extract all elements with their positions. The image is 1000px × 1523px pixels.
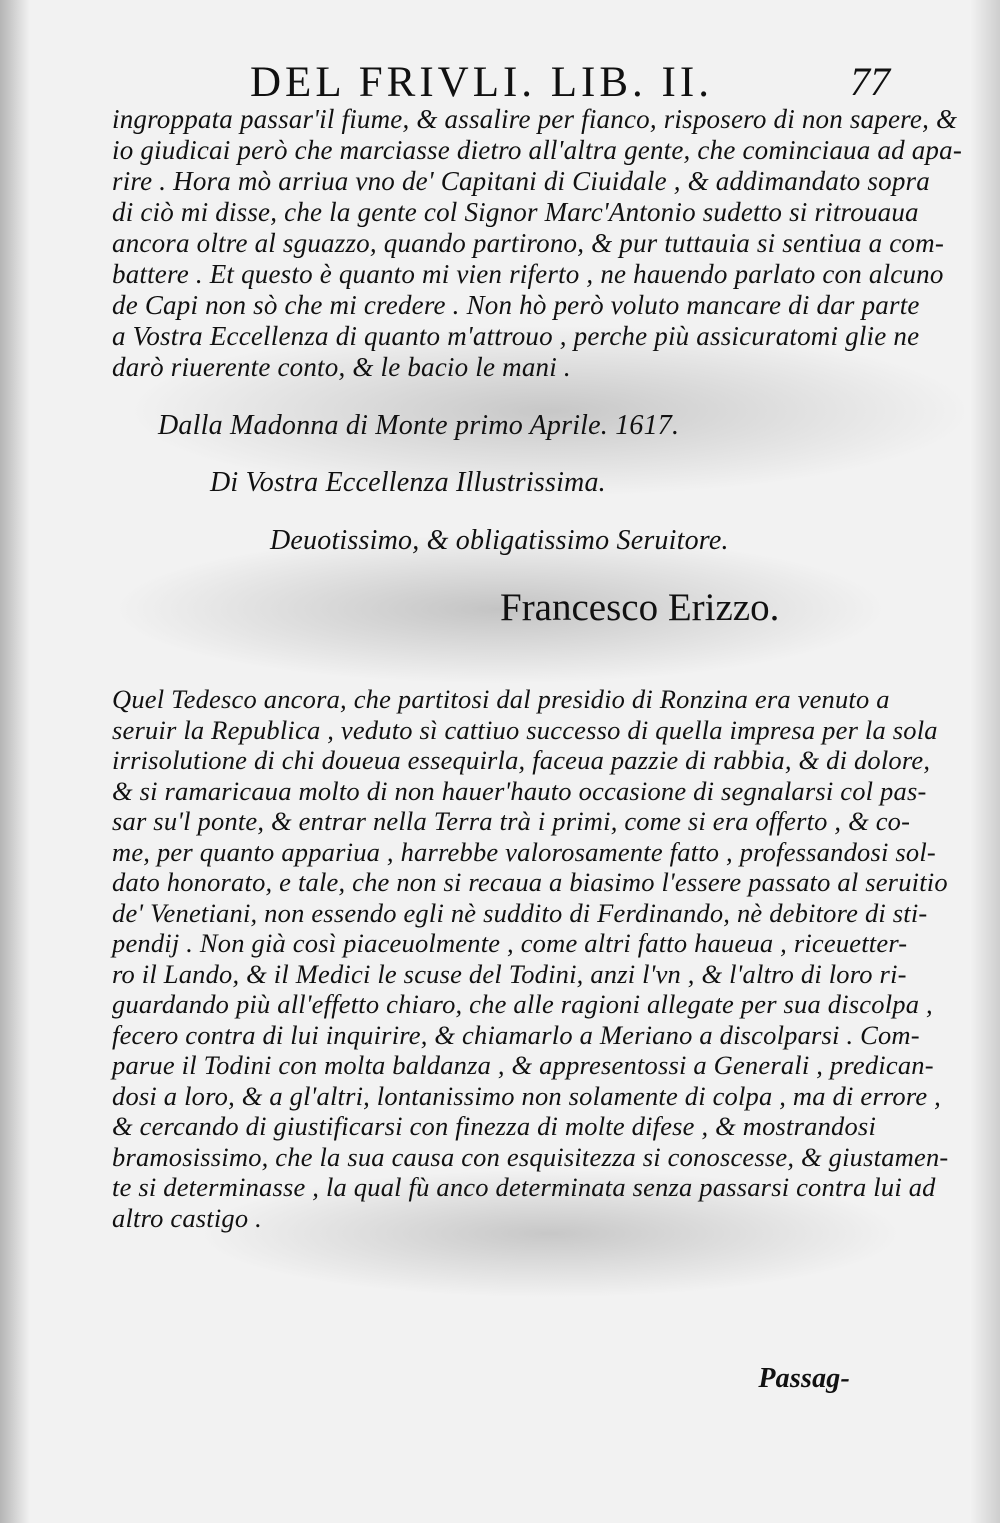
text-line: ro il Lando, & il Medici le scuse del Todini, anzi l'vn , & l'altro di loro ri- <box>112 958 907 989</box>
letter-closing: Deuotissimo, & obligatissimo Seruitore. <box>270 525 729 556</box>
text-line: battere . Et questo è quanto mi vien riferto , ne hauendo parlato con alcuno <box>112 259 944 289</box>
text-line: pendij . Non già così piaceuolmente , come altri fatto haueua , riceuetter- <box>112 928 908 958</box>
narrative-paragraph <box>112 684 949 1233</box>
text-line: ancora oltre al sguazzo, quando partirono, & pur tuttauia si sentiua a com- <box>112 228 945 258</box>
text-line: fecero contra di lui inquirire, & chiamarlo a Meriano a discolparsi . Com- <box>112 1019 920 1050</box>
text-line: sar su'l ponte, & entrar nella Terra trà i primi, come si era offerto , & co- <box>112 806 911 836</box>
text-line: & si ramaricaua molto di non hauer'hauto occasione di segnalarsi col pas- <box>112 775 927 806</box>
text-line: io giudicai però che marciasse dietro all'altra gente, che cominciaua ad apa- <box>112 135 963 165</box>
text-line: me, per quanto appariua , harrebbe valorosamente fatto , professandosi sol- <box>112 836 936 867</box>
letter-salutation: Di Vostra Eccellenza Illustrissima. <box>210 467 606 498</box>
text-line: dato honorato, e tale, che non si recaua a biasimo l'essere passato al seruitio <box>112 867 948 897</box>
running-head: DEL FRIVLI. LIB. II. <box>250 59 713 106</box>
letter-signature: Francesco Erizzo. <box>500 586 780 629</box>
page-header <box>250 58 890 108</box>
text-line: te si determinasse , la qual fù anco determinata senza passarsi contra lui ad <box>112 1172 936 1202</box>
text-line: ingroppata passar'il fiume, & assalire per fianco, risposero di non sapere, & <box>112 104 958 134</box>
text-line: di ciò mi disse, che la gente col Signor Marc'Antonio sudetto si ritrouaua <box>112 197 919 227</box>
text-line: bramosissimo, che la sua causa con esquisitezza si conoscesse, & giustamen- <box>112 1141 949 1172</box>
text-line: seruir la Republica , veduto sì cattiuo successo di quella impresa per la sola <box>112 714 938 745</box>
catchword: Passag- <box>758 1363 850 1394</box>
text-line: guardando più all'effetto chiaro, che alle ragioni allegate per sua discolpa , <box>112 989 933 1019</box>
text-line: altro castigo . <box>112 1202 262 1233</box>
letter-body <box>112 104 963 383</box>
page-number: 77 <box>850 59 890 104</box>
text-line: de' Venetiani, non essendo egli nè suddito di Ferdinando, nè debitore di sti- <box>112 897 928 928</box>
text-line: de Capi non sò che mi credere . Non hò però voluto mancare di dar parte <box>112 290 920 320</box>
text-line: Quel Tedesco ancora, che partitosi dal presidio di Ronzina era venuto a <box>112 684 890 714</box>
text-line: & cercando di giustificarsi con finezza di molte difese , & mostrandosi <box>112 1111 877 1141</box>
text-line: a Vostra Eccellenza di quanto m'attrouo , perche più assicuratomi glie ne <box>112 321 920 351</box>
text-line: dosi a loro, & a gl'altri, lontanissimo non solamente di colpa , ma di errore , <box>112 1080 941 1111</box>
letter-dateline: Dalla Madonna di Monte primo Aprile. 1617. <box>158 410 680 441</box>
text-line: darò riuerente conto, & le bacio le mani . <box>112 352 571 382</box>
text-line: irrisolutione di chi doueua essequirla, faceua pazzie di rabbia, & di dolore, <box>112 745 931 775</box>
text-line: parue il Todini con molta baldanza , & appresentossi a Generali , predican- <box>112 1050 934 1080</box>
text-line: rire . Hora mò arriua vno de' Capitani di Ciuidale , & addimandato sopra <box>112 166 930 196</box>
